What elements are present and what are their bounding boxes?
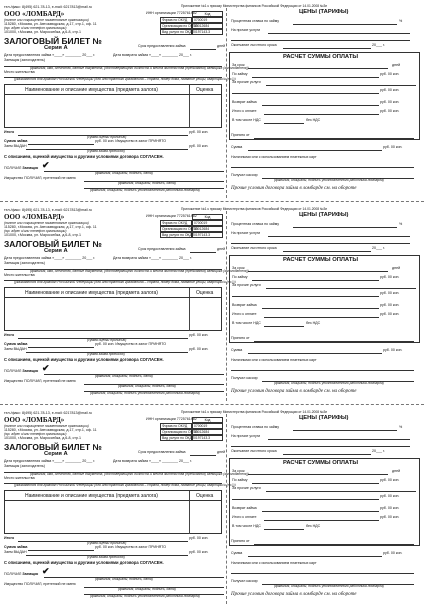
property-col-name: Наименование и описание имущества (предмета залога) — [25, 290, 158, 296]
sum-label: Сумма — [231, 145, 243, 149]
calc-total-label: Итого к оплате — [232, 312, 257, 316]
property-col-name: Наименование и описание имущества (предмета залога) — [25, 493, 158, 499]
grace-unit: 20___ г. — [372, 43, 385, 47]
agree-text: С описанием, оценкой имущества и другими условиями договора СОГЛАСЕН. — [4, 560, 164, 565]
ticket-title: ЗАЛОГОВЫЙ БИЛЕТ № — [4, 36, 102, 46]
code-box: Код — [192, 214, 223, 220]
appendix-note: Приложение №1 к приказу Министерства финансов Российской Федерации от 14.01.2008 №3н — [181, 410, 328, 414]
calc-loan-label: По займу — [232, 275, 248, 279]
okud-label: Форма по ОКУД — [160, 423, 192, 429]
interest-label: Процентная ставка по займу — [231, 19, 280, 23]
code-box: Код — [192, 11, 223, 17]
interest-unit: % — [399, 425, 403, 429]
sum-words-note: (сумма оценки прописью) — [87, 338, 127, 342]
calc-vat-label: В том числе НДС — [232, 321, 261, 325]
calc-vat-value: без НДС — [306, 524, 321, 528]
header-phone: тел./факс: 8(495) 621-78-13, e-mail: 6217813@mail.ru — [4, 5, 92, 9]
ticket-series: Серия А — [44, 45, 68, 51]
sum-words-note: (сумма оценки прописью) — [87, 135, 127, 139]
loan-issued-label: Заем ВЫДАН — [4, 144, 27, 148]
calc-vat-value: без НДС — [306, 321, 321, 325]
calc-returned-label: Возврат займа — [232, 100, 257, 104]
pawn-ticket-2 — [0, 203, 424, 401]
okdp-value: 0197143.3 — [192, 435, 223, 441]
sum-unit: руб. 00 коп. — [383, 551, 403, 555]
checkmark-icon: ✔ — [42, 160, 50, 170]
term-unit: дней — [217, 44, 226, 48]
term-label: Срок предоставления займа — [138, 44, 186, 48]
citizen-note: (указываются для граждан Российской Федерации (для иностранного гражданина – страна, номер дома, название улицы, квартиры/и (пр.))) — [14, 483, 236, 487]
okud-label: Форма по ОКУД — [160, 17, 192, 23]
sum-label: Сумма — [231, 348, 243, 352]
cashier-label: Получил кассир — [231, 173, 258, 177]
address-note: (юр. адрес и/или телефон организации) — [4, 432, 67, 436]
ticket-title: ЗАЛОГОВЫЙ БИЛЕТ № — [4, 442, 102, 452]
calc-vat-label: В том числе НДС — [232, 118, 261, 122]
inn-label: ИНН организации 7725761982 — [146, 214, 197, 218]
property-col-value: Оценка — [196, 87, 214, 93]
grace-unit: 20___ г. — [372, 246, 385, 250]
interest-label: Процентная ставка по займу — [231, 425, 280, 429]
cashier-label: Получил кассир — [231, 376, 258, 380]
company-note: (полное или сокращенное наименование организации) — [4, 221, 89, 225]
calc-total-unit: руб. 00 коп. — [380, 515, 400, 519]
terms-footer: Прочие условия договора займа в ломбарде см. на обороте — [231, 389, 357, 394]
okud-value: 0700019 — [192, 220, 223, 226]
pledger-note: (фамилия, имя, отчество, данные документа, удостоверяющего личность и места жительства (пребывания) заемщика (залогодателя)) — [30, 269, 249, 273]
agree-text: С описанием, оценкой имущества и другими условиями договора СОГЛАСЕН. — [4, 154, 164, 159]
sum-words-note: (сумма оценки прописью) — [87, 541, 127, 545]
inspected-label: Имущество ПОЛУЧИЛ, претензий не имею — [4, 176, 76, 180]
ticket-series: Серия А — [44, 248, 68, 254]
cashier-label: Получил кассир — [231, 579, 258, 583]
header-phone: тел./факс: 8(495) 621-78-13, e-mail: 6217813@mail.ru — [4, 208, 92, 212]
pledger-note: (фамилия, имя, отчество, данные документа, удостоверяющего личность и места жительства (пребывания) заемщика (залогодателя)) — [30, 472, 249, 476]
accepted-label: Принято от — [231, 336, 250, 340]
received-sign-note: (фамилия, инициалы, подпись, дата) — [95, 171, 153, 175]
address-note: (юр. адрес и/или телефон организации) — [4, 26, 67, 30]
calc-loan-unit: руб. 00 коп. — [380, 275, 400, 279]
interest-label: Процентная ставка по займу — [231, 222, 280, 226]
issue-date-label: Дата предоставления займа «____» ________ 20___ г. — [4, 256, 96, 260]
calc-returned-label: Возврат займа — [232, 506, 257, 510]
okud-value: 0700019 — [192, 423, 223, 429]
term-unit: дней — [217, 247, 226, 251]
cut-line — [0, 201, 424, 202]
company-note: (полное или сокращенное наименование организации) — [4, 424, 89, 428]
grace-label: Окончание льготного срока — [231, 246, 277, 250]
cashier-note: (фамилия, инициалы, подпись уполномоченного работника ломбарда) — [274, 381, 384, 385]
prices-title: ЦЕНЫ (ТАРИФЫ) — [299, 9, 349, 15]
other-services-label: На прочие услуги — [231, 28, 261, 32]
calc-loan-unit: руб. 00 коп. — [380, 478, 400, 482]
accepted-label: Принято от — [231, 133, 250, 137]
okpo-label: Организация по ОКПО — [162, 24, 198, 28]
issue-date-label: Дата предоставления займа «____» ________ 20___ г. — [4, 53, 96, 57]
inspected-sign-note: (фамилия, инициалы, подпись, дата) — [118, 384, 176, 388]
calc-returned-label: Возврат займа — [232, 303, 257, 307]
loan-sum-label: Сумма займа — [4, 139, 28, 143]
okdp-value: 0197143.3 — [192, 232, 223, 238]
grace-label: Окончание льготного срока — [231, 43, 277, 47]
company-address: 115280, г.Москва, ул. Автозаводская, д.17, стр.1, оф. 11 — [4, 225, 97, 229]
agree-text: С описанием, оценкой имущества и другими условиями договора СОГЛАСЕН. — [4, 357, 164, 362]
grace-unit: 20___ г. — [372, 449, 385, 453]
calc-services-label: За прочие услуги — [232, 80, 261, 84]
property-col-value: Оценка — [196, 493, 214, 499]
calc-services-label: За прочие услуги — [232, 283, 261, 287]
cashier-note: (фамилия, инициалы, подпись уполномоченного работника ломбарда) — [274, 178, 384, 182]
okud-label: Форма по ОКУД — [160, 220, 192, 226]
received-label: ПОЛУЧИЛ Заемщик — [4, 572, 39, 576]
appendix-note: Приложение №1 к приказу Министерства финансов Российской Федерации от 14.01.2008 №3н — [181, 4, 328, 8]
received-label: ПОЛУЧИЛ Заемщик — [4, 166, 39, 170]
okdp-label: Вид услуги по ОКДП — [162, 436, 195, 440]
inn-label: ИНН организации 7725761982 — [146, 11, 197, 15]
loan-words-note: (сумма займа прописью) — [87, 555, 125, 559]
property-col-name: Наименование и описание имущества (предмета залога) — [25, 87, 158, 93]
cut-line — [0, 404, 424, 405]
interest-unit: % — [399, 222, 403, 226]
okdp-label: Вид услуги по ОКДП — [162, 30, 195, 34]
okpo-label: Организация по ОКПО — [162, 227, 198, 231]
received-label: ПОЛУЧИЛ Заемщик — [4, 369, 39, 373]
total-unit: руб. 00 коп. — [189, 130, 209, 134]
calc-returned-unit: руб. 00 коп. — [380, 100, 400, 104]
okdp-label: Вид услуги по ОКДП — [162, 233, 195, 237]
grace-label: Окончание льготного срока — [231, 449, 277, 453]
pawn-ticket-1 — [0, 0, 424, 198]
property-table — [4, 287, 222, 331]
appendix-note: Приложение №1 к приказу Министерства финансов Российской Федерации от 14.01.2008 №3н — [181, 207, 328, 211]
okpo-label: Организация по ОКПО — [162, 430, 198, 434]
company-note: (полное или сокращенное наименование организации) — [4, 18, 89, 22]
calc-days-unit: дней — [392, 63, 401, 67]
calc-returned-unit: руб. 00 коп. — [380, 303, 400, 307]
calc-title: РАСЧЕТ СУММЫ ОПЛАТЫ — [283, 257, 359, 263]
total-label: Итого — [4, 333, 15, 337]
calc-vat-label: В том числе НДС — [232, 524, 261, 528]
prices-title: ЦЕНЫ (ТАРИФЫ) — [299, 212, 349, 218]
calc-total-unit: руб. 00 коп. — [380, 312, 400, 316]
other-services-label: На прочие услуги — [231, 434, 261, 438]
loan-issued-label: Заем ВЫДАН — [4, 347, 27, 351]
responsible-note: (фамилия, инициалы, подпись уполномоченного работника ломбарда) — [90, 594, 200, 598]
inspected-sign-note: (фамилия, инициалы, подпись, дата) — [118, 181, 176, 185]
address-note: (юр. адрес и/или телефон организации) — [4, 229, 67, 233]
company-address-2: 101000, г.Москва, ул. Мароссейка, д.6-8, стр.1 — [4, 436, 81, 440]
okpo-value: 35012684 — [192, 429, 223, 435]
terms-footer: Прочие условия договора займа в ломбарде см. на обороте — [231, 592, 357, 597]
accepted-label: Принято от — [231, 539, 250, 543]
loan-sum-value: руб. 00 коп. Имущество в залог ПРИНЯТО — [95, 139, 167, 143]
calc-loan-label: По займу — [232, 478, 248, 482]
calc-services-unit: руб. 00 коп. — [380, 291, 400, 295]
okud-value: 0700019 — [192, 17, 223, 23]
issue-date-label: Дата предоставления займа «____» ________ 20___ г. — [4, 459, 96, 463]
property-col-value: Оценка — [196, 290, 214, 296]
okpo-value: 35012684 — [192, 23, 223, 29]
inspected-sign-note: (фамилия, инициалы, подпись, дата) — [118, 587, 176, 591]
interest-unit: % — [399, 19, 403, 23]
company-address: 115280, г.Москва, ул. Автозаводская, д.17, стр.1, оф. 11 — [4, 22, 97, 26]
term-unit: дней — [217, 450, 226, 454]
calc-days-unit: дней — [392, 266, 401, 270]
loan-issued-label: Заем ВЫДАН — [4, 550, 27, 554]
loan-words-note: (сумма займа прописью) — [87, 149, 125, 153]
received-sign-note: (фамилия, инициалы, подпись, дата) — [95, 577, 153, 581]
total-unit: руб. 00 коп. — [189, 333, 209, 337]
inspected-label: Имущество ПОЛУЧИЛ, претензий не имею — [4, 582, 76, 586]
sum-unit: руб. 00 коп. — [383, 348, 403, 352]
terms-footer: Прочие условия договора займа в ломбарде см. на обороте — [231, 186, 357, 191]
residence-label: Место жительства — [4, 70, 35, 74]
code-box: Код — [192, 417, 223, 423]
ticket-title: ЗАЛОГОВЫЙ БИЛЕТ № — [4, 239, 102, 249]
return-date-label: Дата возврата займа «____» ________ 20___ г. — [113, 256, 192, 260]
calc-title: РАСЧЕТ СУММЫ ОПЛАТЫ — [283, 460, 359, 466]
sum-label: Сумма — [231, 551, 243, 555]
loan-sum-label: Сумма займа — [4, 545, 28, 549]
calc-days-label: За срок — [232, 266, 245, 270]
responsible-note: (фамилия, инициалы, подпись уполномоченного работника ломбарда) — [90, 188, 200, 192]
calc-services-unit: руб. 00 коп. — [380, 494, 400, 498]
calc-returned-unit: руб. 00 коп. — [380, 506, 400, 510]
other-services-label: На прочие услуги — [231, 231, 261, 235]
calc-services-unit: руб. 00 коп. — [380, 88, 400, 92]
loan-sum-value: руб. 00 коп. Имущество в залог ПРИНЯТО — [95, 342, 167, 346]
loan-sum-label: Сумма займа — [4, 342, 28, 346]
cashier-note: (фамилия, инициалы, подпись уполномоченного работника ломбарда) — [274, 584, 384, 588]
okdp-value: 0197143.3 — [192, 29, 223, 35]
calc-total-label: Итого к оплате — [232, 515, 257, 519]
received-sign-note: (фамилия, инициалы, подпись, дата) — [95, 374, 153, 378]
total-unit: руб. 00 коп. — [189, 536, 209, 540]
company-name: ООО «ЛОМБАРД» — [4, 213, 65, 221]
loan-issued-unit: руб. 00 коп. — [189, 347, 209, 351]
citizen-note: (указываются для граждан Российской Федерации (для иностранного гражданина – страна, номер дома, название улицы, квартиры/и (пр.))) — [14, 77, 236, 81]
total-label: Итого — [4, 536, 15, 540]
total-label: Итого — [4, 130, 15, 134]
okpo-value: 35012684 — [192, 226, 223, 232]
header-phone: тел./факс: 8(495) 621-78-13, e-mail: 6217813@mail.ru — [4, 411, 92, 415]
calc-total-label: Итого к оплате — [232, 109, 257, 113]
prices-title: ЦЕНЫ (ТАРИФЫ) — [299, 415, 349, 421]
citizen-note: (указываются для граждан Российской Федерации (для иностранного гражданина – страна, номер дома, название улицы, квартиры/и (пр.))) — [14, 280, 236, 284]
cash-label: Наличными или с использованием платежных карт — [231, 155, 317, 159]
term-label: Срок предоставления займа — [138, 450, 186, 454]
pledger-note: (фамилия, имя, отчество, данные документа, удостоверяющего личность и места жительства (пребывания) заемщика (залогодателя)) — [30, 66, 249, 70]
responsible-note: (фамилия, инициалы, подпись уполномоченного работника ломбарда) — [90, 391, 200, 395]
residence-label: Место жительства — [4, 273, 35, 277]
pledger-label: Заемщик (залогодатель) — [4, 464, 45, 468]
pledger-label: Заемщик (залогодатель) — [4, 58, 45, 62]
property-table — [4, 490, 222, 534]
calc-days-unit: дней — [392, 469, 401, 473]
checkmark-icon: ✔ — [42, 363, 50, 373]
return-date-label: Дата возврата займа «____» ________ 20___ г. — [113, 53, 192, 57]
company-name: ООО «ЛОМБАРД» — [4, 10, 65, 18]
company-name: ООО «ЛОМБАРД» — [4, 416, 65, 424]
loan-words-note: (сумма займа прописью) — [87, 352, 125, 356]
cash-label: Наличными или с использованием платежных карт — [231, 358, 317, 362]
return-date-label: Дата возврата займа «____» ________ 20___ г. — [113, 459, 192, 463]
calc-services-label: За прочие услуги — [232, 486, 261, 490]
cash-label: Наличными или с использованием платежных карт — [231, 561, 317, 565]
checkmark-icon: ✔ — [42, 566, 50, 576]
term-label: Срок предоставления займа — [138, 247, 186, 251]
ticket-series: Серия А — [44, 451, 68, 457]
calc-vat-value: без НДС — [306, 118, 321, 122]
calc-total-unit: руб. 00 коп. — [380, 109, 400, 113]
residence-label: Место жительства — [4, 476, 35, 480]
loan-issued-unit: руб. 00 коп. — [189, 550, 209, 554]
company-address-2: 101000, г.Москва, ул. Мароссейка, д.6-8, стр.1 — [4, 233, 81, 237]
sum-unit: руб. 00 коп. — [383, 145, 403, 149]
calc-title: РАСЧЕТ СУММЫ ОПЛАТЫ — [283, 54, 359, 60]
inn-label: ИНН организации 7725761982 — [146, 417, 197, 421]
property-table — [4, 84, 222, 128]
calc-loan-unit: руб. 00 коп. — [380, 72, 400, 76]
company-address-2: 101000, г.Москва, ул. Мароссейка, д.6-8, стр.1 — [4, 30, 81, 34]
calc-days-label: За срок — [232, 469, 245, 473]
company-address: 115280, г.Москва, ул. Автозаводская, д.17, стр.1, оф. 11 — [4, 428, 97, 432]
calc-days-label: За срок — [232, 63, 245, 67]
loan-issued-unit: руб. 00 коп. — [189, 144, 209, 148]
loan-sum-value: руб. 00 коп. Имущество в залог ПРИНЯТО — [95, 545, 167, 549]
pawn-ticket-3 — [0, 406, 424, 604]
inspected-label: Имущество ПОЛУЧИЛ, претензий не имею — [4, 379, 76, 383]
pledger-label: Заемщик (залогодатель) — [4, 261, 45, 265]
calc-loan-label: По займу — [232, 72, 248, 76]
